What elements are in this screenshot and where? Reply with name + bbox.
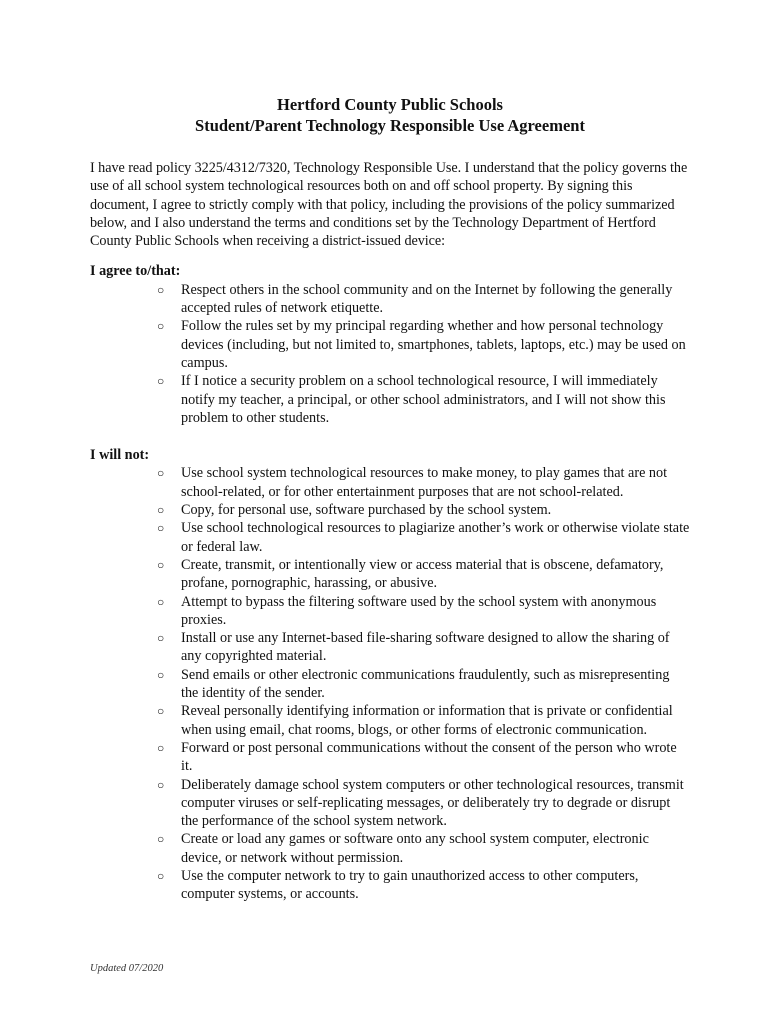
bullet-circle-icon: ○	[157, 832, 165, 847]
bullet-circle-icon: ○	[157, 319, 165, 334]
list-item-text: Create, transmit, or intentionally view or access material that is obscene, defamatory, profane, pornographic, harassing, or abusive.	[181, 556, 664, 592]
bullet-circle-icon: ○	[157, 868, 165, 883]
list-item-text: Copy, for personal use, software purchased by the school system.	[181, 502, 552, 519]
list-item	[157, 593, 690, 630]
document-page	[90, 94, 690, 904]
list-item	[157, 739, 690, 776]
list-item-text: Reveal personally identifying information or information that is private or confidential when using email, chat rooms, blogs, or other forms of electronic communication.	[181, 703, 673, 738]
list-item-text: Follow the rules set by my principal regarding whether and how personal technology devices (including, but not limited to, smartphones, tablets, laptops, etc.) may be used on campus.	[181, 318, 686, 371]
title-line-2: Student/Parent Technology Responsible Use Agreement	[195, 116, 585, 135]
footer-updated-date: Updated 07/2020	[90, 963, 164, 974]
list-item-text: Use the computer network to try to gain unauthorized access to other computers, computer systems, or accounts.	[181, 867, 639, 903]
list-item-text: If I notice a security problem on a school technological resource, I will immediately notify my teacher, a principal, or other school administrators, and I will not show this problem to other students.	[181, 373, 666, 426]
list-item-text: Deliberately damage school system computers or other technological resources, transmit computer viruses or self-replicating messages, or deliberately try to degrade or disrupt the performance of the school system network.	[181, 776, 684, 830]
agree-heading: I agree to/that:	[90, 263, 181, 280]
bullet-circle-icon: ○	[157, 521, 165, 536]
list-item-text: Send emails or other electronic communications fraudulently, such as misrepresenting the identity of the sender.	[181, 666, 670, 702]
bullet-circle-icon: ○	[157, 466, 165, 481]
bullet-circle-icon: ○	[157, 503, 165, 518]
will-not-list	[90, 464, 690, 903]
agree-list	[90, 281, 690, 427]
bullet-circle-icon: ○	[157, 777, 165, 792]
bullet-circle-icon: ○	[157, 557, 165, 572]
bullet-circle-icon: ○	[157, 631, 165, 646]
bullet-circle-icon: ○	[157, 282, 165, 297]
list-item	[157, 556, 690, 593]
list-item-text: Forward or post personal communications without the consent of the person who wrote it.	[181, 739, 677, 775]
bullet-circle-icon: ○	[157, 594, 165, 609]
list-item-text: Respect others in the school community and on the Internet by following the generally accepted rules of network etiquette.	[181, 281, 673, 317]
list-item-text: Attempt to bypass the filtering software used by the school system with anonymous proxies.	[181, 593, 657, 628]
list-item	[157, 702, 690, 739]
list-item-text: Create or load any games or software onto any school system computer, electronic device, or network without permission.	[181, 831, 649, 866]
list-item	[157, 519, 690, 556]
list-item-text: Install or use any Internet-based file-sharing software designed to allow the sharing of any copyrighted material.	[181, 630, 670, 665]
bullet-circle-icon: ○	[157, 374, 165, 389]
list-item	[157, 464, 690, 501]
list-item	[157, 372, 690, 427]
list-item-text: Use school technological resources to plagiarize another’s work or otherwise violate state or federal law.	[181, 520, 690, 555]
bullet-circle-icon: ○	[157, 667, 165, 682]
list-item	[157, 776, 690, 831]
list-item	[157, 281, 690, 318]
title-line-1: Hertford County Public Schools	[277, 95, 503, 114]
list-item	[157, 830, 690, 867]
list-item	[157, 867, 690, 904]
bullet-circle-icon: ○	[157, 704, 165, 719]
list-item	[157, 666, 690, 703]
will-not-heading: I will not:	[90, 447, 150, 464]
list-item	[157, 317, 690, 372]
list-item	[157, 501, 690, 519]
document-title	[90, 94, 690, 136]
list-item-text: Use school system technological resources to make money, to play games that are not school-related, or for other entertainment purposes that are not school-related.	[181, 465, 668, 500]
bullet-circle-icon: ○	[157, 740, 165, 755]
list-item	[157, 629, 690, 666]
intro-paragraph: I have read policy 3225/4312/7320, Technology Responsible Use. I understand that the policy governs the use of all school system technological resources both on and off school property. By signing this document, I agree to strictly comply with that policy, including the provisions of the policy summarized below, and I also understand the terms and conditions set by the Technology Department of Hertford County Public Schools when receiving a district-issued device:	[90, 160, 688, 250]
